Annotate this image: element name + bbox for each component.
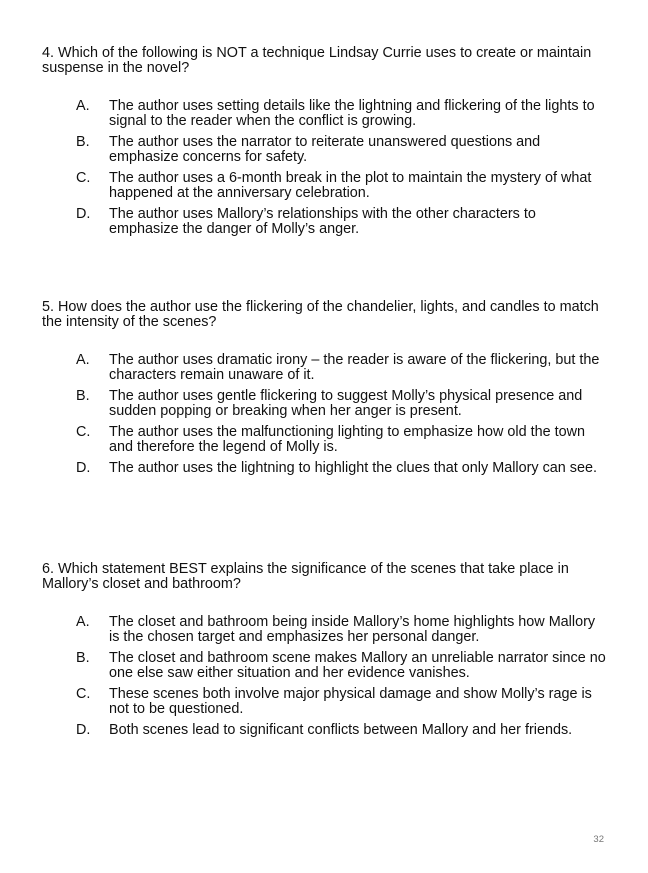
option-letter: A. [76,352,90,368]
option-text: Both scenes lead to significant conflicts between Mallory and her friends. [109,722,573,738]
option-letter: C. [76,686,91,702]
option-letter: C. [76,170,91,186]
answer-option [42,389,607,419]
answer-option [42,135,607,165]
option-letter: B. [76,650,90,666]
answer-option [42,615,607,645]
option-text: The author uses Mallory’s relationships with the other characters to emphasize the danger of Molly’s anger. [109,206,536,237]
page-number: 32 [593,834,604,845]
option-letter: D. [76,206,91,222]
option-text: The author uses the malfunctioning lighting to emphasize how old the town and therefore the legend of Molly is. [109,424,585,455]
option-text: The author uses setting details like the lightning and flickering of the lights to signal to the reader when the conflict is growing. [109,98,595,129]
answer-option [42,99,607,129]
answer-option [42,425,607,455]
question-prompt: 5. How does the author use the flickering of the chandelier, lights, and candles to match the intensity of the scenes? [42,299,599,330]
question-prompt: 6. Which statement BEST explains the significance of the scenes that take place in Mallory’s closet and bathroom? [42,561,569,592]
option-letter: C. [76,424,91,440]
option-letter: A. [76,614,90,630]
option-text: The author uses dramatic irony – the reader is aware of the flickering, but the characters remain unaware of it. [109,352,600,383]
answer-options [42,99,607,237]
option-letter: D. [76,722,91,738]
option-text: The author uses a 6-month break in the plot to maintain the mystery of what happened at the anniversary celebration. [109,170,592,201]
question-6 [42,562,607,744]
answer-option [42,207,607,237]
option-letter: A. [76,98,90,114]
answer-option [42,723,607,738]
answer-option [42,353,607,383]
answer-option [42,687,607,717]
option-letter: B. [76,134,90,150]
option-text: The author uses the narrator to reiterate unanswered questions and emphasize concerns for safety. [109,134,541,165]
answer-option [42,461,607,476]
question-5 [42,300,607,482]
option-text: These scenes both involve major physical damage and show Molly’s rage is not to be questioned. [109,686,592,717]
answer-option [42,651,607,681]
answer-options [42,353,607,476]
answer-options [42,615,607,738]
question-4 [42,46,607,243]
option-text: The closet and bathroom being inside Mallory’s home highlights how Mallory is the chosen target and emphasizes her personal danger. [109,614,596,645]
option-text: The author uses gentle flickering to suggest Molly’s physical presence and sudden popping or breaking when her anger is present. [109,388,583,419]
option-letter: D. [76,460,91,476]
option-text: The author uses the lightning to highlight the clues that only Mallory can see. [109,460,597,476]
question-prompt: 4. Which of the following is NOT a technique Lindsay Currie uses to create or maintain suspense in the novel? [42,45,592,76]
option-letter: B. [76,388,90,404]
option-text: The closet and bathroom scene makes Mallory an unreliable narrator since no one else saw either situation and her evidence vanishes. [109,650,606,681]
answer-option [42,171,607,201]
